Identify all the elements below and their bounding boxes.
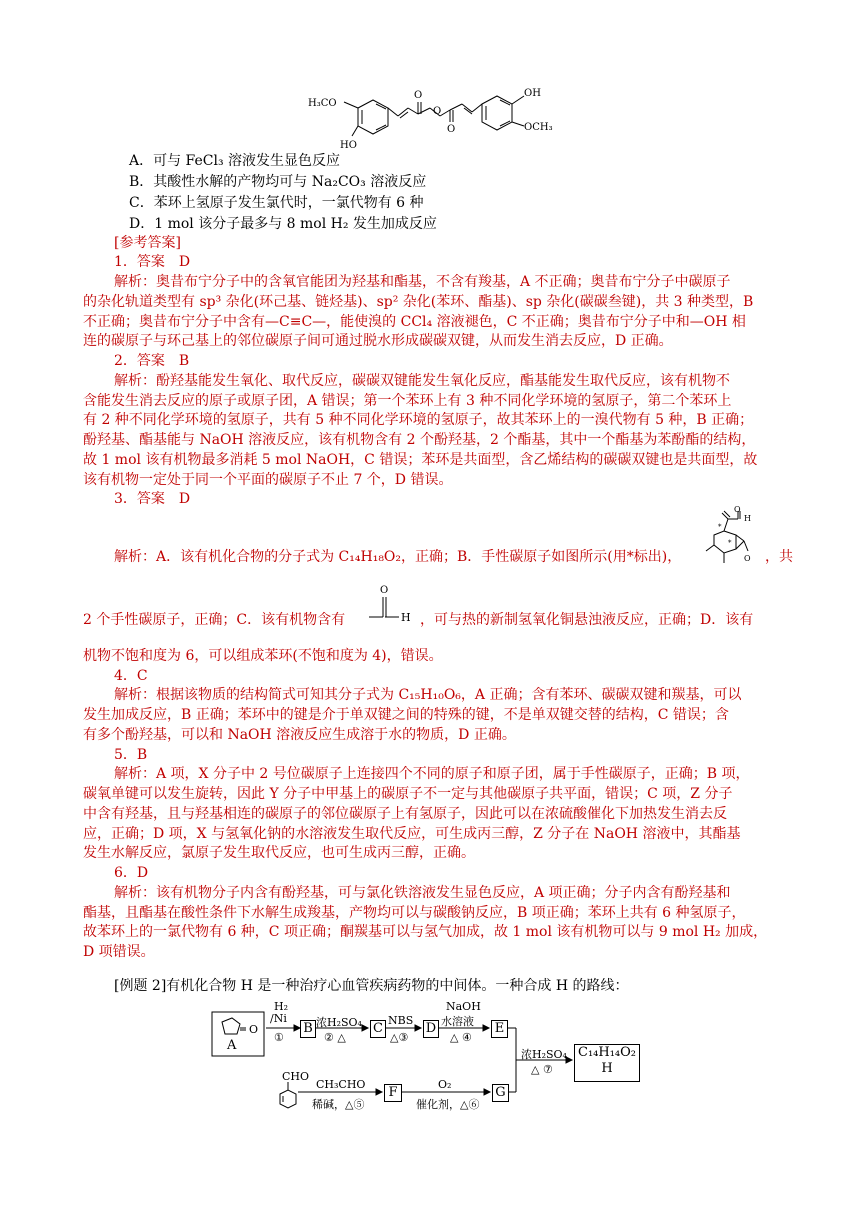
answer-6-line: D 项错误。: [83, 944, 155, 960]
aldehyde-group-structure: [365, 583, 415, 627]
molecule-structure: [300, 82, 570, 154]
label-h3co: H₃CO: [308, 98, 337, 109]
chiral-h: H: [744, 514, 751, 523]
step3-reagent: NBS: [388, 1014, 414, 1027]
box-e: E: [491, 1020, 508, 1038]
box-d: D: [423, 1020, 439, 1038]
h-formula: C₁₄H₁₄O₂: [578, 1045, 636, 1060]
answer-1-title: 1．答案 D: [114, 254, 191, 270]
answer-2-line: 有 2 种不同化学环境的氢原子，共有 5 种不同化学环境的氢原子，故其苯环上的一溴代物有 5 种，B 正确；: [83, 412, 754, 428]
step2-reagent: 浓H₂SO₄: [316, 1016, 362, 1029]
answer-3-line: 解析：A．该有机化合物的分子式为 C₁₄H₁₈O₂，正确；B．手性碳原子如图所示(用*标出)，: [114, 549, 682, 565]
svg-text:*: *: [718, 523, 722, 531]
step1-reagent-h2: H₂: [274, 1000, 289, 1013]
answer-5-line: 应，正确；D 项，X 与氢氧化钠的水溶液发生取代反应，可生成丙三醇，Z 分子在 NaOH 溶液中，其酯基: [83, 826, 741, 842]
label-o-ester: O: [433, 106, 442, 117]
step1-number: ①: [274, 1031, 284, 1044]
box-g: G: [492, 1084, 509, 1102]
label-o-carbonyl: O: [447, 124, 456, 135]
step5-reagent: CH₃CHO: [316, 1078, 366, 1091]
answer-3-line-tail: ，共: [765, 549, 793, 565]
answer-5-line: 中含有羟基，且与羟基相连的碳原子的邻位碳原子上有氢原子，因此可以在浓硫酸催化下加热发生消去反: [83, 806, 727, 822]
reference-answer-header: [参考答案]: [114, 235, 181, 251]
answer-2-line: 酚羟基、酯基能与 NaOH 溶液反应，该有机物含有 2 个酚羟基，2 个酯基，其中一个酯基为苯酚酯的结构，: [83, 432, 756, 448]
answer-4-title: 4．C: [114, 668, 148, 684]
answer-5-line: 发生水解反应，氯原子发生取代反应，也可生成丙三醇，正确。: [83, 845, 475, 861]
answer-5-line: 碳氧单键可以发生旋转，因此 Y 分子中甲基上的碳原子不一定与其他碳原子共平面，错误；C 项，Z 分子: [83, 786, 733, 802]
step7-reagent: 浓H₂SO₄: [521, 1048, 567, 1061]
step4-condition: △ ④: [450, 1031, 472, 1044]
chiral-molecule-structure: [700, 505, 760, 569]
answer-5-line: 解析：A 项，X 分子中 2 号位碳原子上连接四个不同的原子和原子团，属于手性碳原子，正确；B 项，: [114, 766, 750, 782]
box-c: C: [370, 1020, 386, 1038]
answer-6-title: 6．D: [114, 865, 149, 881]
step2-condition: ② △: [324, 1031, 346, 1044]
answer-2-line: 该有机物一定处于同一个平面的碳原子不止 7 个，D 错误。: [83, 472, 453, 488]
label-och3: OCH₃: [524, 122, 553, 133]
aldehyde-h: H: [401, 611, 411, 624]
synthesis-route-diagram: [200, 998, 640, 1113]
answer-5-title: 5．B: [114, 747, 148, 763]
answer-6-line: 酯基，且酯基在酸性条件下水解生成羧基，产物均可以与碳酸钠反应，B 项正确；苯环上共有 6 种氢原子，: [83, 905, 746, 921]
aldehyde-o: O: [380, 585, 389, 596]
step1-reagent-ni: /Ni: [270, 1012, 287, 1025]
step4-reagent: NaOH: [446, 1000, 481, 1013]
box-h: [574, 1044, 640, 1082]
answer-6-line: 解析：该有机物分子内含有酚羟基，可与氯化铁溶液发生显色反应，A 项正确；分子内含有酚羟基和: [114, 885, 731, 901]
label-a: A: [227, 1038, 237, 1053]
answer-3-title: 3．答案 D: [114, 491, 191, 507]
option-a: A．可与 FeCl₃ 溶液发生显色反应: [129, 153, 341, 169]
svg-text:*: *: [728, 539, 732, 547]
option-c: C．苯环上氢原子发生氯代时，一氯代物有 6 种: [129, 195, 424, 211]
answer-4-line: 有多个酚羟基，可以和 NaOH 溶液反应生成溶于水的物质，D 正确。: [83, 727, 516, 743]
answer-2-line: 含能发生消去反应的原子或原子团，A 错误；第一个苯环上有 3 种不同化学环境的氢原子，第二个苯环上: [83, 393, 732, 409]
answer-1-line: 连的碳原子与环己基上的邻位碳原子间可通过脱水形成碳碳双键，从而发生消去反应，D 正确。: [83, 333, 673, 349]
box-b: B: [300, 1020, 316, 1038]
answer-4-line: 发生加成反应，B 正确；苯环中的键是介于单双键之间的特殊的键，不是单双键交替的结构，C 错误；含: [83, 707, 729, 723]
chiral-o-2: O: [744, 554, 751, 563]
label-oh: OH: [524, 88, 541, 99]
step6-reagent: O₂: [438, 1078, 452, 1091]
answer-6-line: 故苯环上的一氯代物有 6 种，C 项正确；酮羰基可以与氢气加成，故 1 mol 该有机物可以与 9 mol H₂ 加成，: [83, 924, 768, 940]
answer-2-line: 解析：酚羟基能发生氧化、取代反应，碳碳双键能发生氧化反应，酯基能发生取代反应，该有机物不: [114, 373, 730, 389]
answer-2-line: 故 1 mol 该有机物最多消耗 5 mol NaOH，C 错误；苯环是共面型，含乙烯结构的碳碳双键也是共面型，故: [83, 452, 758, 468]
answer-3-line: 2 个手性碳原子，正确；C．该有机物含有: [83, 612, 346, 628]
ring-o: O: [249, 1023, 259, 1036]
answer-3-line: 机物不饱和度为 6，可以组成苯环(不饱和度为 4)，错误。: [83, 648, 443, 664]
step5-condition: 稀碱，△⑤: [312, 1098, 365, 1111]
example-2-text: [例题 2]有机化合物 H 是一种治疗心血管疾病药物的中间体。一种合成 H 的路线：: [114, 978, 629, 994]
answer-2-title: 2．答案 B: [114, 353, 190, 369]
label-ho: HO: [340, 140, 357, 151]
step4-solvent: 水溶液: [441, 1015, 474, 1028]
h-label: H: [601, 1061, 613, 1076]
cho-label: CHO: [282, 1070, 310, 1083]
answer-1-line: 解析：奥昔布宁分子中的含氧官能团为羟基和酯基，不含有羧基，A 不正确；奥昔布宁分子中碳原子: [114, 274, 731, 290]
answer-4-line: 解析：根据该物质的结构简式可知其分子式为 C₁₅H₁₀O₆，A 正确；含有苯环、碳碳双键和羰基，可以: [114, 687, 742, 703]
chiral-o-1: O: [734, 505, 741, 514]
answer-3-line: ，可与热的新制氢氧化铜悬浊液反应，正确；D．该有: [420, 612, 754, 628]
step7-condition: △ ⑦: [531, 1063, 553, 1076]
step6-condition: 催化剂，△⑥: [416, 1098, 480, 1111]
option-b: B．其酸性水解的产物均可与 Na₂CO₃ 溶液反应: [129, 174, 427, 190]
answer-1-line: 不正确；奥昔布宁分子中含有—C≡C—，能使溴的 CCl₄ 溶液褪色，C 不正确；奥昔布宁分子中和—OH 相: [83, 314, 746, 330]
answer-1-line: 的杂化轨道类型有 sp³ 杂化(环己基、链烃基)、sp² 杂化(苯环、酯基)、sp 杂化(碳碳叁键)，共 3 种类型，B: [83, 294, 754, 310]
step3-condition: △③: [390, 1031, 409, 1044]
box-f: F: [384, 1084, 402, 1102]
option-d: D．1 mol 该分子最多与 8 mol H₂ 发生加成反应: [129, 216, 437, 232]
label-o-ketone: O: [414, 90, 423, 101]
